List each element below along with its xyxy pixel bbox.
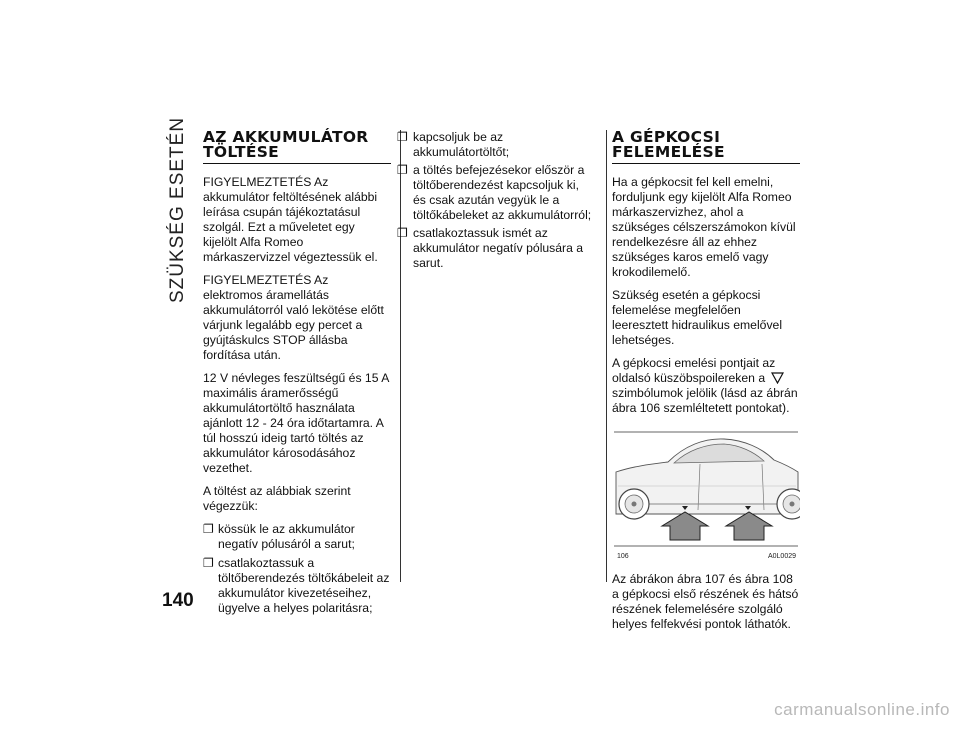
warning-paragraph-2: FIGYELMEZTETÉS Az elektromos áramellátás akkumulátorról való lekötése előtt várjunk legalább egy percet a gyújtáskulcs STOP állásba fordítása után. — [203, 273, 384, 362]
figure-106 — [612, 424, 800, 564]
page-number: 140 — [162, 590, 194, 611]
checkbox-bullet-icon: ❐ — [203, 522, 214, 536]
side-tab-label: SZÜKSÉG ESETÉN — [167, 116, 188, 304]
list-item: ❐ csatlakoztassuk a töltőberendezés töltőkábeleit az akkumulátor kivezetéseihez, ügyelve a helyes polaritásra; — [203, 556, 390, 615]
vehicle-lifting-heading: A GÉPKOCSI FELEMELÉSE — [612, 130, 800, 164]
lifting-paragraph-1: Ha a gépkocsit fel kell emelni, forduljunk egy kijelölt Alfa Romeo márkaszervizhez, ahol a szükséges célszerszámokon kívül rendelkezésre áll az ehhez szükséges karos emelő vagy krokodilemelő. — [612, 175, 796, 279]
column-divider — [606, 130, 607, 582]
charger-paragraph: 12 V névleges feszültségű és 15 A maximális áramerősségű akkumulátortöltő használata ajánlott 12 - 24 óra időtartamra. A túl hosszú ideig tartó töltés az akkumulátor károsodásához vezethet. — [203, 371, 389, 475]
figure-number: 106 — [617, 553, 629, 560]
list-item: ❐ a töltés befejezésekor először a töltőberendezést kapcsoljuk ki, és csak azután vegyük le a töltőkábeleket az akkumulátorról; — [397, 163, 592, 222]
lifting-point-triangle-icon — [771, 372, 784, 384]
list-item: ❐ kössük le az akkumulátor negatív pólusáról a sarut; — [203, 522, 355, 551]
figures-reference-paragraph: Az ábrákon ábra 107 és ábra 108 a gépkocsi első részének és hátsó részének felemelésére szolgáló helyes felfekvési pontok láthatók. — [612, 572, 799, 631]
section-side-tab — [160, 116, 196, 304]
column-3 — [612, 130, 800, 640]
checkbox-bullet-icon: ❐ — [397, 226, 408, 240]
checkbox-bullet-icon: ❐ — [397, 130, 408, 144]
lifting-paragraph-2: Szükség esetén a gépkocsi felemelése megfelelően leeresztett hidraulikus emelővel lehetséges. — [612, 288, 783, 347]
list-item: ❐ kapcsoljuk be az akkumulátortöltőt; — [397, 130, 510, 159]
column-2 — [397, 130, 595, 274]
column-1 — [203, 130, 391, 620]
figure-code: A0L0029 — [767, 553, 796, 560]
car-side-illustration — [612, 424, 800, 564]
steps-intro: A töltést az alábbiak szerint végezzük: — [203, 484, 351, 513]
battery-charging-heading: AZ AKKUMULÁTOR TÖLTÉSE — [203, 130, 391, 164]
list-item: ❐ csatlakoztassuk ismét az akkumulátor negatív pólusára a sarut. — [397, 226, 584, 270]
lifting-points-paragraph: A gépkocsi emelési pontjait az oldalsó küszöbspoilereken a szimbólumok jelölik (lásd az ábrán ábra 106 szemléltetett pontokat). — [612, 356, 798, 415]
warning-paragraph-1: FIGYELMEZTETÉS Az akkumulátor feltöltésének alábbi leírása csupán tájékoztatásul szolgál. Ezt a műveletet egy kijelölt Alfa Romeo márkaszervizzel végeztessük el. — [203, 175, 378, 264]
watermark: carmanualsonline.info — [774, 700, 950, 719]
checkbox-bullet-icon: ❐ — [203, 556, 214, 570]
checkbox-bullet-icon: ❐ — [397, 163, 408, 177]
